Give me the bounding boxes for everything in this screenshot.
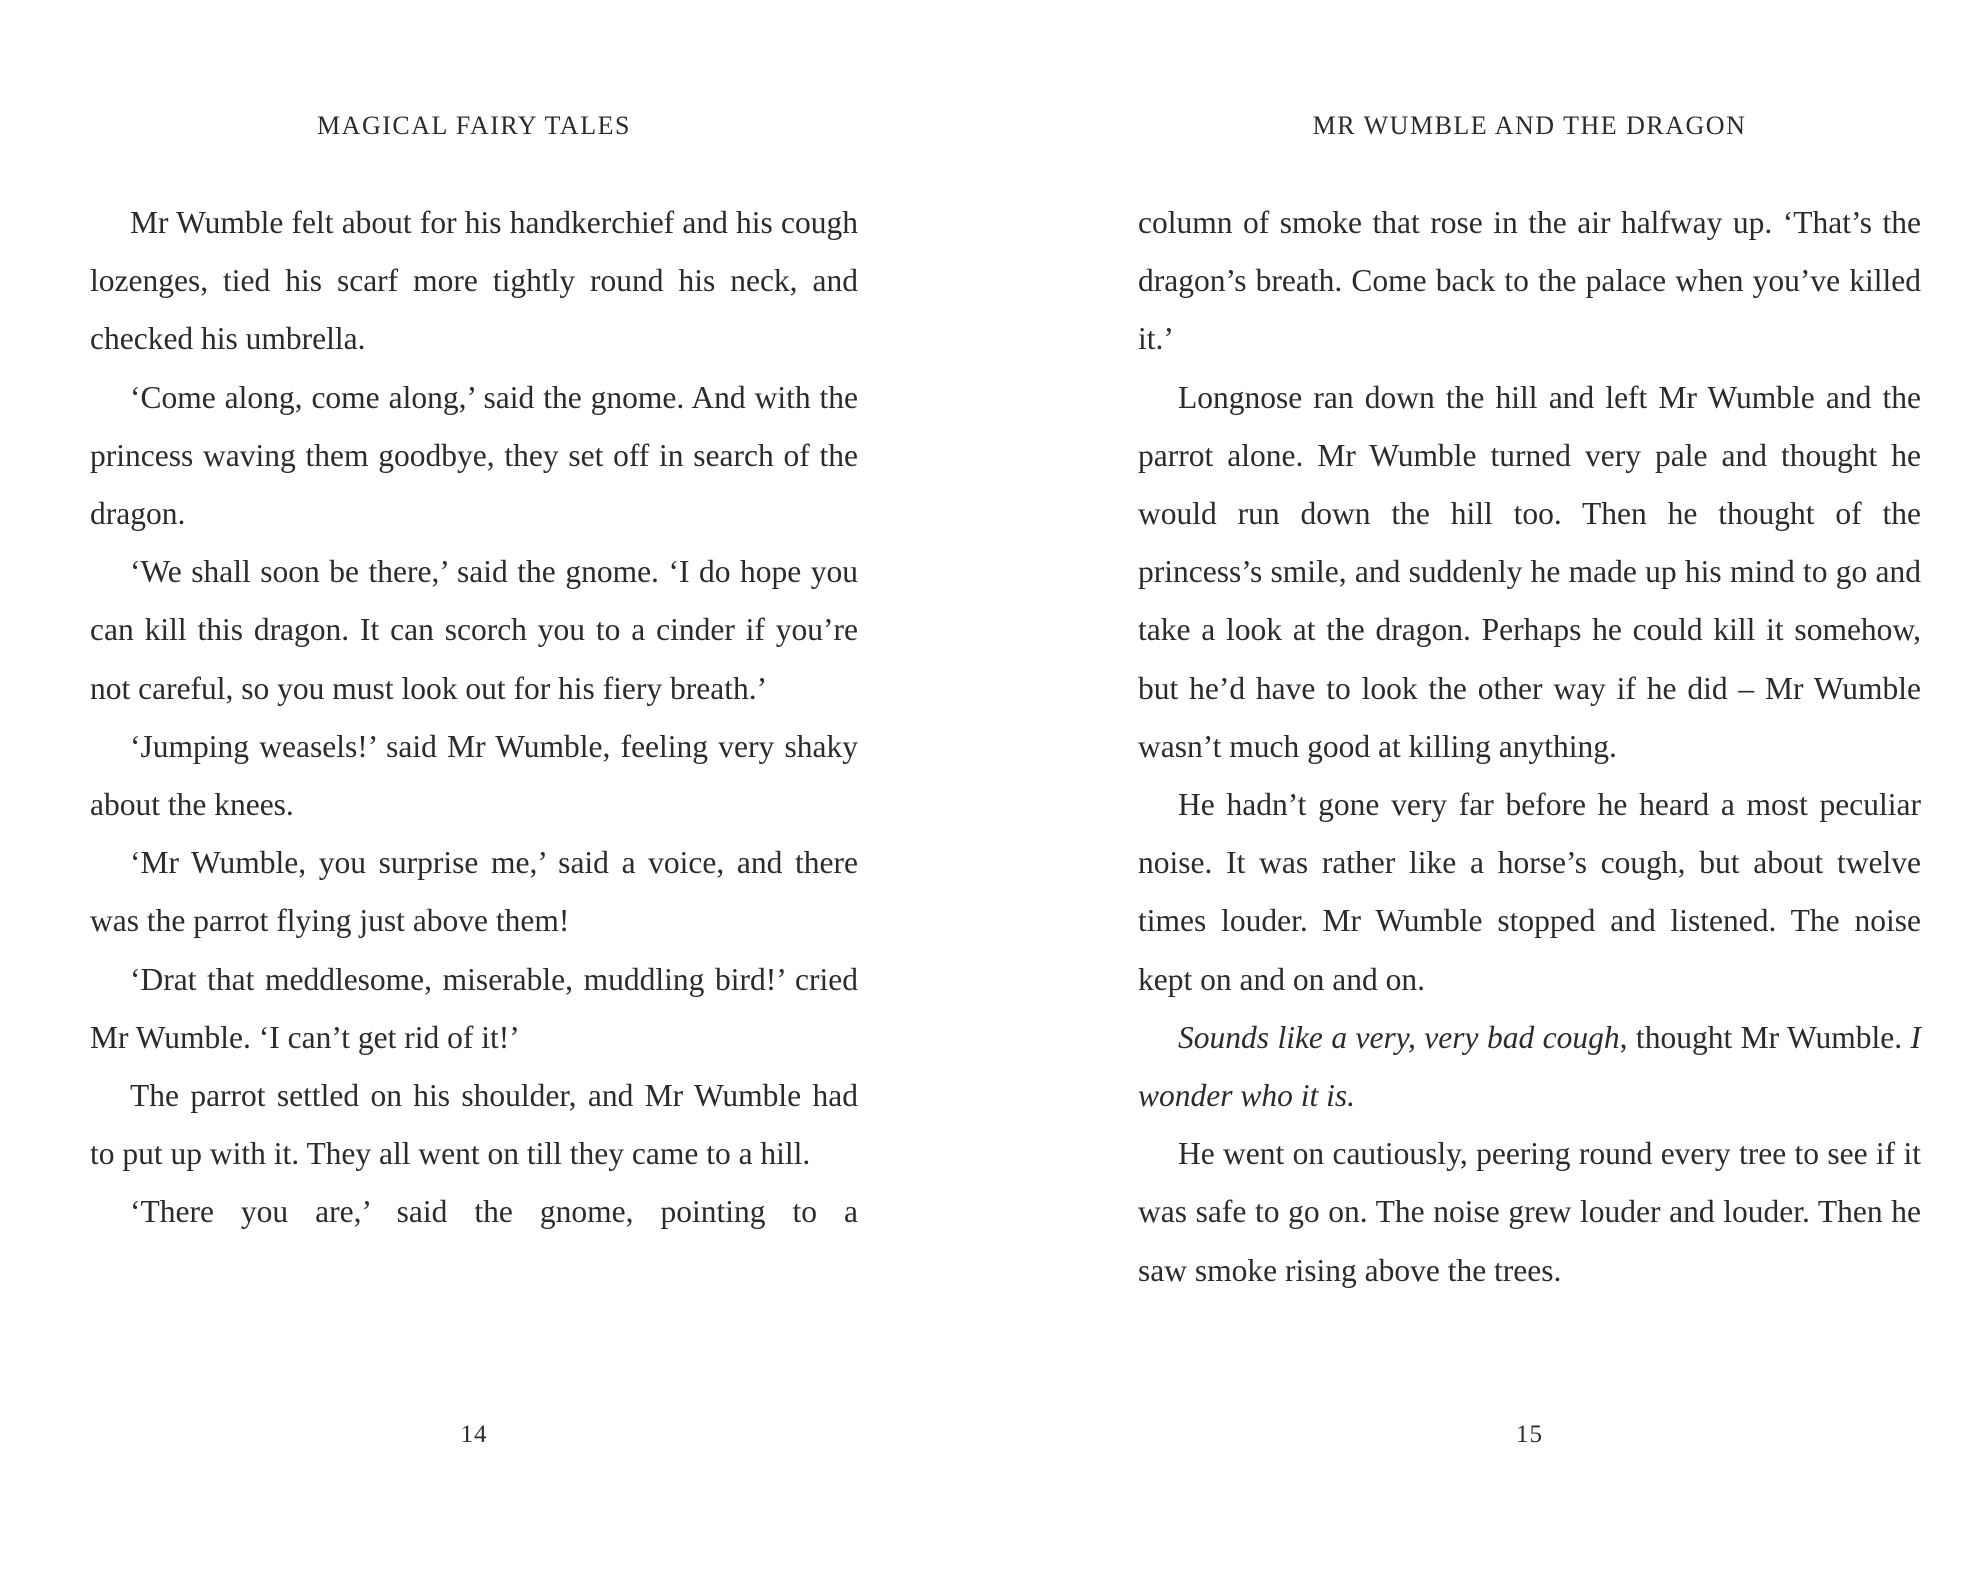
- paragraph: Mr Wumble felt about for his handkerchief and his cough lozenges, tied his scarf more tightly round his neck, and checked his umbrella.: [90, 205, 858, 357]
- left-page: [90, 0, 858, 1572]
- italic-thought-1: Sounds like a very, very bad cough: [1178, 1019, 1620, 1055]
- paragraph-continued: column of smoke that rose in the air halfway up. ‘That’s the dragon’s breath. Come back to the palace when you’ve killed it.’: [1138, 205, 1921, 357]
- paragraph: Longnose ran down the hill and left Mr Wumble and the parrot alone. Mr Wumble turned very pale and thought he would run down the hill too. Then he thought of the princess’s smile, and suddenly he made up his mind to go and take a look at the dragon. Perhaps he could kill it somehow, but he’d have to look the other way if he did – Mr Wumble wasn’t much good at killing anything.: [1138, 379, 1921, 764]
- left-text-block: [90, 194, 858, 1242]
- italic-thought-2: I wonder who it is.: [1138, 1019, 1922, 1114]
- right-page: [1138, 0, 1921, 1572]
- paragraph: ‘Mr Wumble, you surprise me,’ said a voice, and there was the parrot flying just above them!: [90, 845, 858, 939]
- thought-attribution: , thought Mr Wumble.: [1619, 1019, 1911, 1055]
- paragraph: ‘We shall soon be there,’ said the gnome. ‘I do hope you can kill this dragon. It can scorch you to a cinder if you’re not careful, so you must look out for his fiery breath.’: [90, 554, 858, 706]
- paragraph-continues: ‘There you are,’ said the gnome, pointing to a: [130, 1194, 858, 1230]
- paragraph-italic-thought: [1138, 1009, 1921, 1125]
- page-number-left: 14: [460, 1421, 488, 1448]
- paragraph: ‘Come along, come along,’ said the gnome. And with the princess waving them goodbye, they set off in search of the dragon.: [90, 379, 858, 532]
- page-number-right: 15: [1516, 1421, 1543, 1448]
- paragraph: He hadn’t gone very far before he heard a most peculiar noise. It was rather like a horse’s cough, but about twelve times louder. Mr Wumble stopped and listened. The noise kept on and on and on.: [1138, 787, 1921, 997]
- paragraph: He went on cautiously, peering round every tree to see if it was safe to go on. The noise grew louder and louder. Then he saw smoke rising above the trees.: [1138, 1136, 1921, 1288]
- paragraph: ‘Jumping weasels!’ said Mr Wumble, feeling very shaky about the knees.: [90, 728, 858, 823]
- right-text-block: [1138, 194, 1921, 1300]
- paragraph: ‘Drat that meddlesome, miserable, muddling bird!’ cried Mr Wumble. ‘I can’t get rid of it!’: [90, 961, 858, 1055]
- left-running-head: MAGICAL FAIRY TALES: [317, 111, 631, 140]
- right-running-head: MR WUMBLE AND THE DRAGON: [1312, 111, 1747, 140]
- paragraph: The parrot settled on his shoulder, and Mr Wumble had to put up with it. They all went on till they came to a hill.: [90, 1078, 858, 1172]
